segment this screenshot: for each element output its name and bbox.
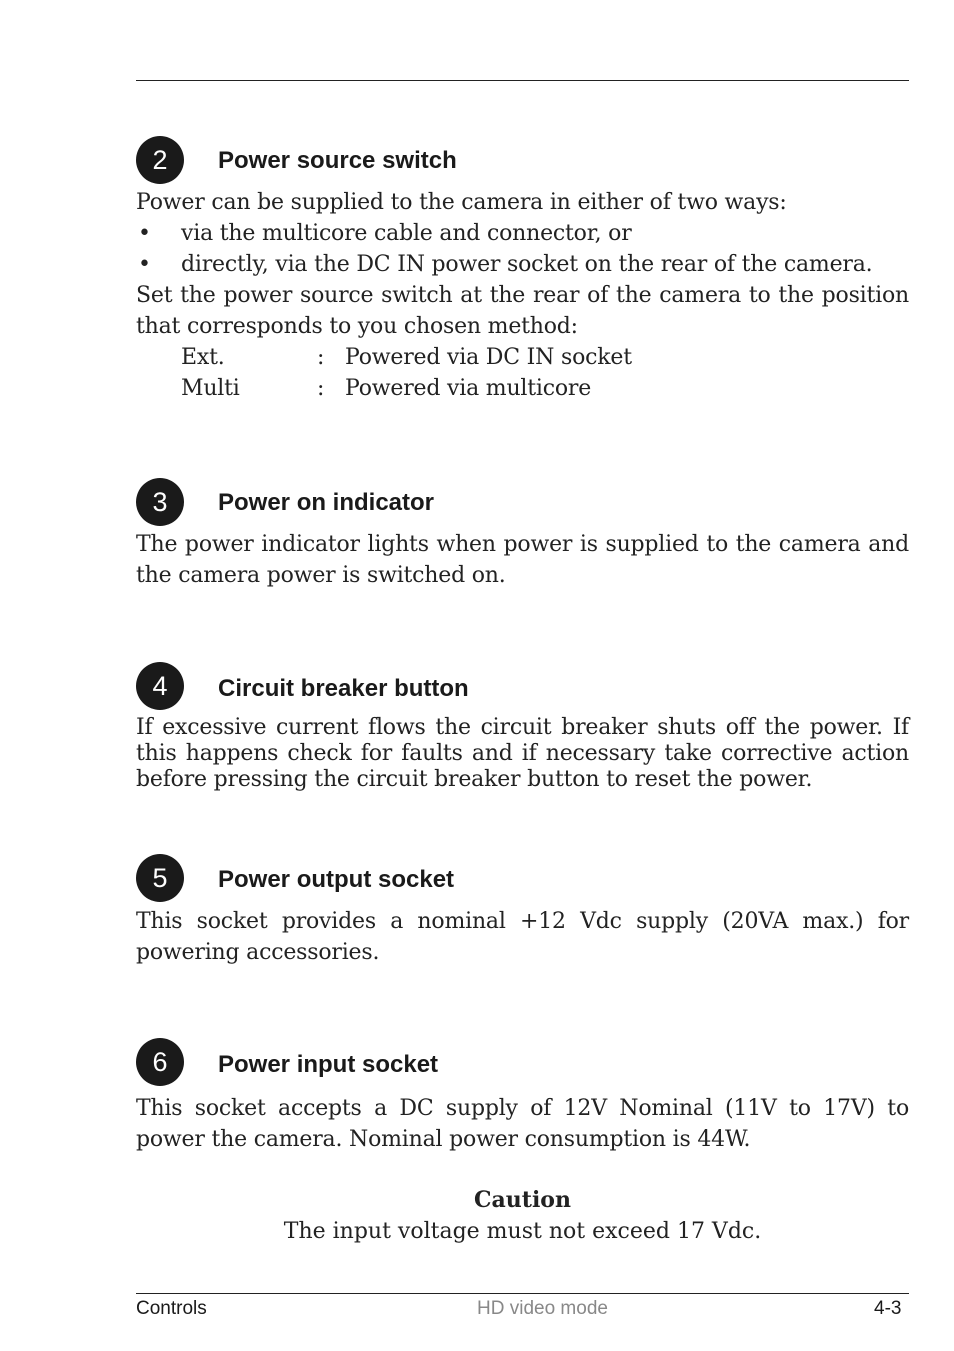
section-body: The power indicator lights when power is supplied to the camera and the camera power is switched on. <box>136 532 909 588</box>
option-key: Ext. <box>181 345 225 370</box>
section-title: Power output socket <box>218 866 455 893</box>
footer-page-number: 4-3 <box>874 1298 902 1319</box>
section-title: Power on indicator <box>218 489 435 516</box>
option-separator: : <box>317 376 325 401</box>
bullet-item <box>136 218 909 249</box>
bullet-item <box>136 249 909 280</box>
caution-text: The input voltage must not exceed 17 Vdc. <box>283 1219 762 1244</box>
section-number-badge: 3 <box>136 478 184 526</box>
option-key: Multi <box>181 376 240 401</box>
section-title: Power source switch <box>218 147 457 174</box>
instruction-text: Set the power source switch at the rear of the camera to the position that corresponds to you chosen method: <box>136 283 909 339</box>
option-row <box>136 342 909 373</box>
footer-mode: HD video mode <box>477 1298 608 1319</box>
option-value: Powered via DC IN socket <box>345 345 632 370</box>
bullet-text: directly, via the DC IN power socket on the rear of the camera. <box>181 252 873 277</box>
section-body: If excessive current flows the circuit breaker shuts off the power. If this happens check for faults and if necessary take corrective action before pressing the circuit breaker button to reset the power. <box>136 715 909 792</box>
section-body: This socket provides a nominal +12 Vdc supply (20VA max.) for powering accessories. <box>136 909 909 965</box>
option-separator: : <box>317 345 325 370</box>
bullet-dot: • <box>138 221 151 246</box>
bullet-dot: • <box>138 252 151 277</box>
caution-box <box>136 1185 909 1247</box>
intro-text: Power can be supplied to the camera in either of two ways: <box>136 190 787 215</box>
footer-rule <box>136 1293 909 1294</box>
section-number-badge: 2 <box>136 136 184 184</box>
footer-section-name: Controls <box>136 1298 207 1319</box>
section-title: Power input socket <box>218 1051 439 1078</box>
bullet-text: via the multicore cable and connector, or <box>181 221 632 246</box>
caution-title: Caution <box>474 1187 571 1213</box>
option-row <box>136 373 909 404</box>
section-number-badge: 4 <box>136 662 184 710</box>
section-body <box>136 187 909 404</box>
section-body: This socket accepts a DC supply of 12V Nominal (11V to 17V) to power the camera. Nominal power consumption is 44W. <box>136 1096 909 1152</box>
section-number-badge: 6 <box>136 1038 184 1086</box>
option-value: Powered via multicore <box>345 376 592 401</box>
section-number-badge: 5 <box>136 854 184 902</box>
section-title: Circuit breaker button <box>218 675 469 702</box>
top-rule <box>136 80 909 81</box>
